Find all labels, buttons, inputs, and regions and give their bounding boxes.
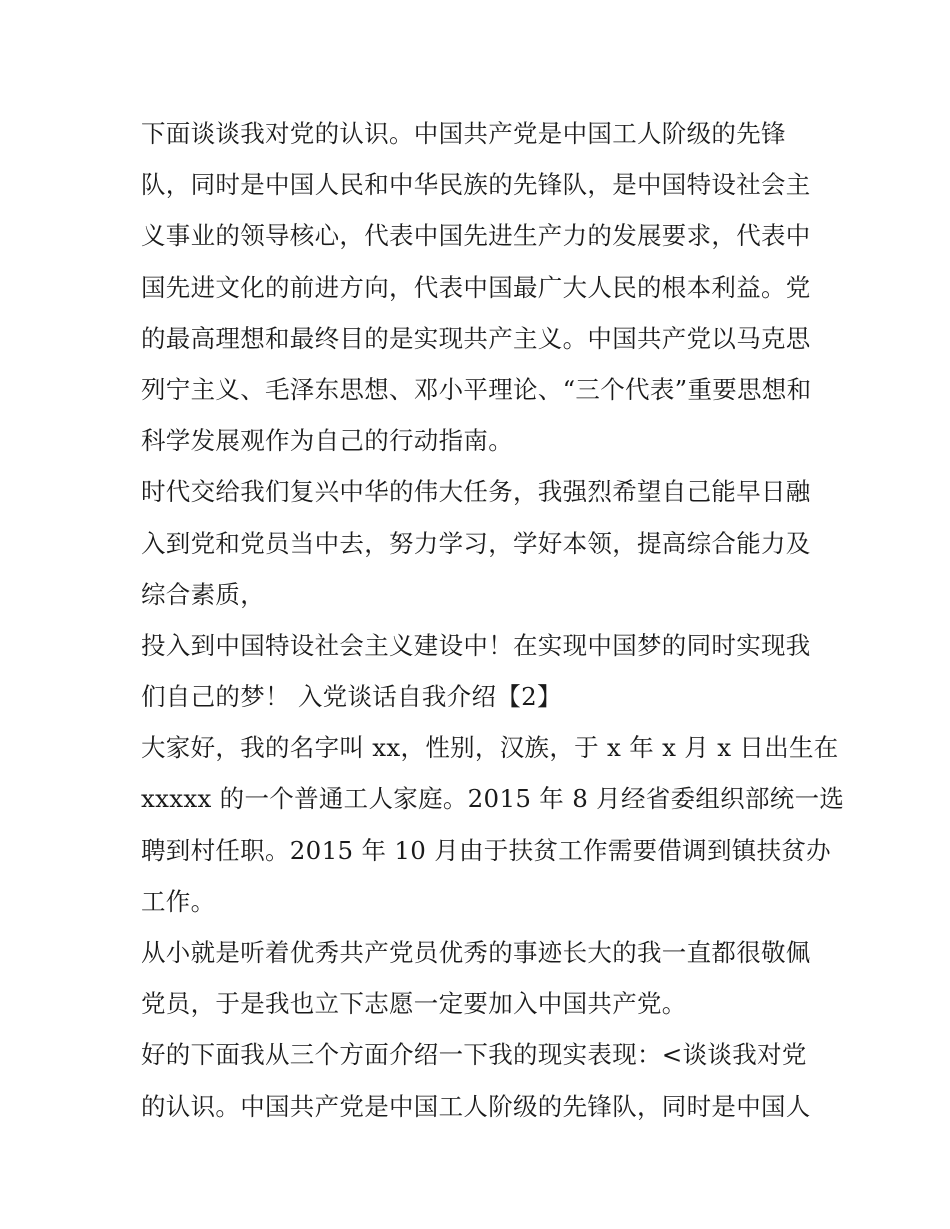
text-line: 大家好，我的名字叫 xx，性别，汉族，于 x 年 x 月 x 日出生在 <box>141 733 839 763</box>
text-line: 的最高理想和最终目的是实现共产主义。中国共产党以马克思 <box>141 323 811 353</box>
text-line: 下面谈谈我对党的认识。中国共产党是中国工人阶级的先锋 <box>141 119 786 148</box>
text-line: 入到党和党员当中去，努力学习，学好本领，提高综合能力及 <box>141 528 811 558</box>
text-line: 从小就是听着优秀共产党员优秀的事迹长大的我一直都很敬佩 <box>141 938 811 967</box>
text-line: 们自己的梦！ 入党谈话自我介绍【2】 <box>141 682 562 712</box>
text-line: 综合素质， <box>141 579 265 609</box>
text-line: 科学发展观作为自己的行动指南。 <box>141 426 513 456</box>
text-line: 党员，于是我也立下志愿一定要加入中国共产党。 <box>141 989 687 1019</box>
body-text <box>141 108 845 1132</box>
text-line: 投入到中国特设社会主义建设中！在实现中国梦的同时实现我 <box>141 630 811 660</box>
text-line: 好的下面我从三个方面介绍一下我的现实表现：<谈谈我对党 <box>141 1040 807 1070</box>
text-line: 工作。 <box>141 886 216 916</box>
text-line: 国先进文化的前进方向，代表中国最广大人民的根本利益。党 <box>141 272 811 302</box>
text-line: 列宁主义、毛泽东思想、邓小平理论、“三个代表”重要思想和 <box>141 374 812 404</box>
text-line: 时代交给我们复兴中华的伟大任务，我强烈希望自己能早日融 <box>141 477 811 507</box>
text-line: 队，同时是中国人民和中华民族的先锋队，是中国特设社会主 <box>141 170 811 200</box>
text-line: 聘到村任职。2015 年 10 月由于扶贫工作需要借调到镇扶贫办 <box>141 835 831 865</box>
text-line: 义事业的领导核心，代表中国先进生产力的发展要求，代表中 <box>141 221 811 251</box>
text-line: 的认识。中国共产党是中国工人阶级的先锋队，同时是中国人 <box>141 1091 811 1121</box>
text-line: xxxxx 的一个普通工人家庭。2015 年 8 月经省委组织部统一选 <box>141 784 845 814</box>
